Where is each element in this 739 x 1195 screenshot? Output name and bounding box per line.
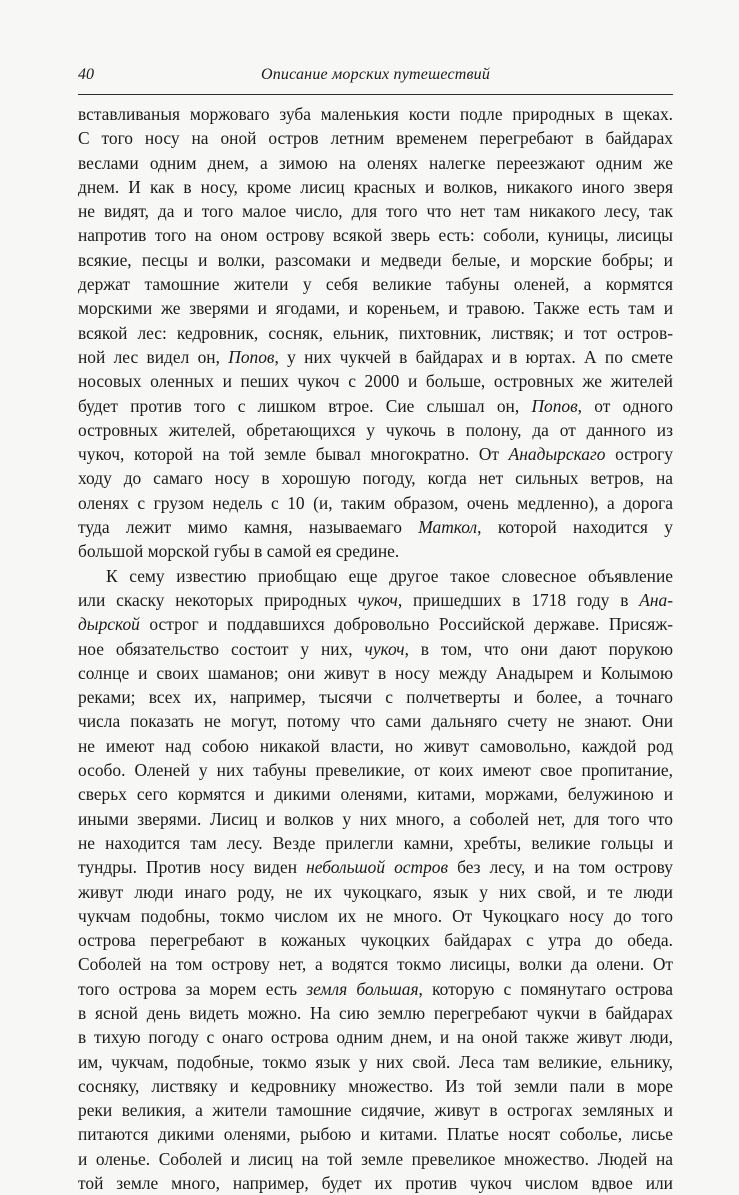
paragraph-2 <box>78 564 673 1195</box>
page-number: 40 <box>78 66 94 83</box>
text-line: чукоч, которой на той земле бывал многократно. От Анадырскаго острогу <box>78 444 673 465</box>
text-line: особо. Оленей у них табуны превеликие, от коих имеют свое пропитание, <box>78 760 673 781</box>
text-line: острова перегребают в кожаных чукоцких байдарах с утра до обеда. <box>78 930 673 951</box>
text-line: всякие, песцы и волки, разсомаки и медведи белые, и морские бобры; и <box>78 249 673 270</box>
text-line: сосняку, листвяку и кедровнику множество. Из той земли пали в море <box>78 1075 673 1096</box>
text-line: им, чукчам, подобные, токмо язык у них свой. Леса там великие, ельнику, <box>78 1051 673 1072</box>
text-line: и оленье. Соболей и лисиц на той земле превеликое множество. Людей на <box>78 1148 673 1169</box>
italic-term: земля большая <box>306 978 419 999</box>
italic-name: Ана- <box>639 589 673 610</box>
text-line: К сему известию приобщаю еще другое такое словесное объявление <box>106 565 673 586</box>
text-line: Соболей на том острову нет, а водятся токмо лисицы, волки да олени. От <box>78 954 673 975</box>
text-line: островных жителей, обретающихся у чукочь в полону, да от данного из <box>78 419 673 440</box>
text-line: держат тамошние жители у себя великие табуны оленей, а кормятся <box>78 274 673 295</box>
text-line: вставливаныя моржоваго зуба маленькия кости подле природных в щеках. <box>78 104 673 124</box>
italic-term: чукоч <box>357 589 398 610</box>
text-line: носовых оленных и пеших чукоч с 2000 и больше, островных же жителей <box>78 371 673 392</box>
running-title: Описание морских путешествий <box>260 66 491 83</box>
text-line: числа показать не могут, потому что сами дальняго счету не знают. Они <box>78 711 673 732</box>
italic-name: Попов <box>228 346 275 367</box>
text-line: будет против того с лишком втрое. Сие слышал он, Попов, от одного <box>78 395 673 416</box>
text-line: напротив того на оном острову всякой зверь есть: соболи, куницы, лисицы <box>78 225 673 246</box>
text-line: туда лежит мимо камня, называемаго Маткол, которой находится у <box>78 517 673 538</box>
text-line: днем. И как в носу, кроме лисиц красных и волков, никакого иного зверя <box>78 176 673 197</box>
text-line: ходу до самаго носу в хорошую погоду, когда нет сильных ветров, на <box>78 468 673 489</box>
text-line: морскими же зверями и ягодами, и кореньем, и травою. Также есть там и <box>78 298 673 319</box>
text-line: солнце и своих шаманов; они живут в носу между Анадырем и Колымою <box>78 662 673 683</box>
italic-name: дырской <box>78 614 140 635</box>
text-line: реки великия, а жители тамошние сидячие, живут в острогах земляных и <box>78 1100 673 1121</box>
text-line: или скаску некоторых природных чукоч, пришедших в 1718 году в Ана- <box>78 589 673 610</box>
text-line: тундры. Против носу виден небольшой остров без лесу, и на том острову <box>78 857 673 878</box>
paragraph-1 <box>78 102 673 564</box>
text-line: всякой лес: кедровник, сосняк, ельник, пихтовник, листвяк; и тот остров- <box>78 322 673 343</box>
text-line: ное обязательство состоит у них, чукоч, в том, что они дают порукою <box>78 638 673 659</box>
text-line: реками; всех их, например, тысячи с полчетверты и более, а точнаго <box>78 687 673 708</box>
text-line: сверьх сего кормятся и дикими оленями, китами, моржами, белужиною и <box>78 784 673 805</box>
text-line: веслами одним днем, а зимою на оленях налегке переезжают одним же <box>78 152 673 173</box>
text-line: чукчам подобны, токмо числом их не много. От Чукоцкаго носу до того <box>78 905 673 926</box>
italic-term: чукоч <box>364 638 405 659</box>
text-line: дырской острог и поддавшихся добровольно Российской державе. Присяж- <box>78 614 673 635</box>
text-line: оленях с грузом недель с 10 (и, таким образом, очень медленно), а дорога <box>78 492 673 513</box>
italic-name: Маткол <box>418 517 478 538</box>
italic-term: небольшой остров <box>306 857 449 878</box>
text-line: С того носу на оной остров летним временем перегребают в байдарах <box>78 128 673 149</box>
text-line: большой морской губы в самой ея средине. <box>78 541 400 562</box>
italic-name: Попов <box>531 395 578 416</box>
text-line: не находится там лесу. Везде прилегли камни, хребты, великие гольцы и <box>78 832 673 853</box>
body-text <box>78 102 673 1195</box>
text-line: в тихую погоду с онаго острова одним днем, и на оной также живут люди, <box>78 1027 673 1048</box>
header-rule <box>78 94 673 95</box>
text-line: не имеют над собою никакой власти, но живут самовольно, каждой род <box>78 735 673 756</box>
text-line: той земле много, например, будет их против чукоч числом вдвое или <box>78 1173 673 1194</box>
text-line: иными зверями. Лисиц и волков у них много, а соболей нет, для того что <box>78 808 673 829</box>
text-line: живут люди инаго роду, не их чукоцкаго, язык у них свой, и те люди <box>78 881 673 902</box>
italic-name: Анадырскаго <box>508 444 606 465</box>
text-line: ной лес видел он, Попов, у них чукчей в байдарах и в юртах. А по смете <box>78 346 673 367</box>
text-line: в ясной день видеть можно. На сию землю перегребают чукчи в байдарах <box>78 1002 673 1023</box>
text-line: питаются дикими оленями, рыбою и китами. Платье носят соболье, лисье <box>78 1124 673 1145</box>
running-head <box>78 64 673 90</box>
text-line: не видят, да и того малое число, для того что нет там никакого лесу, так <box>78 201 673 222</box>
text-line: того острова за морем есть земля большая, которую с помянутаго острова <box>78 978 673 999</box>
